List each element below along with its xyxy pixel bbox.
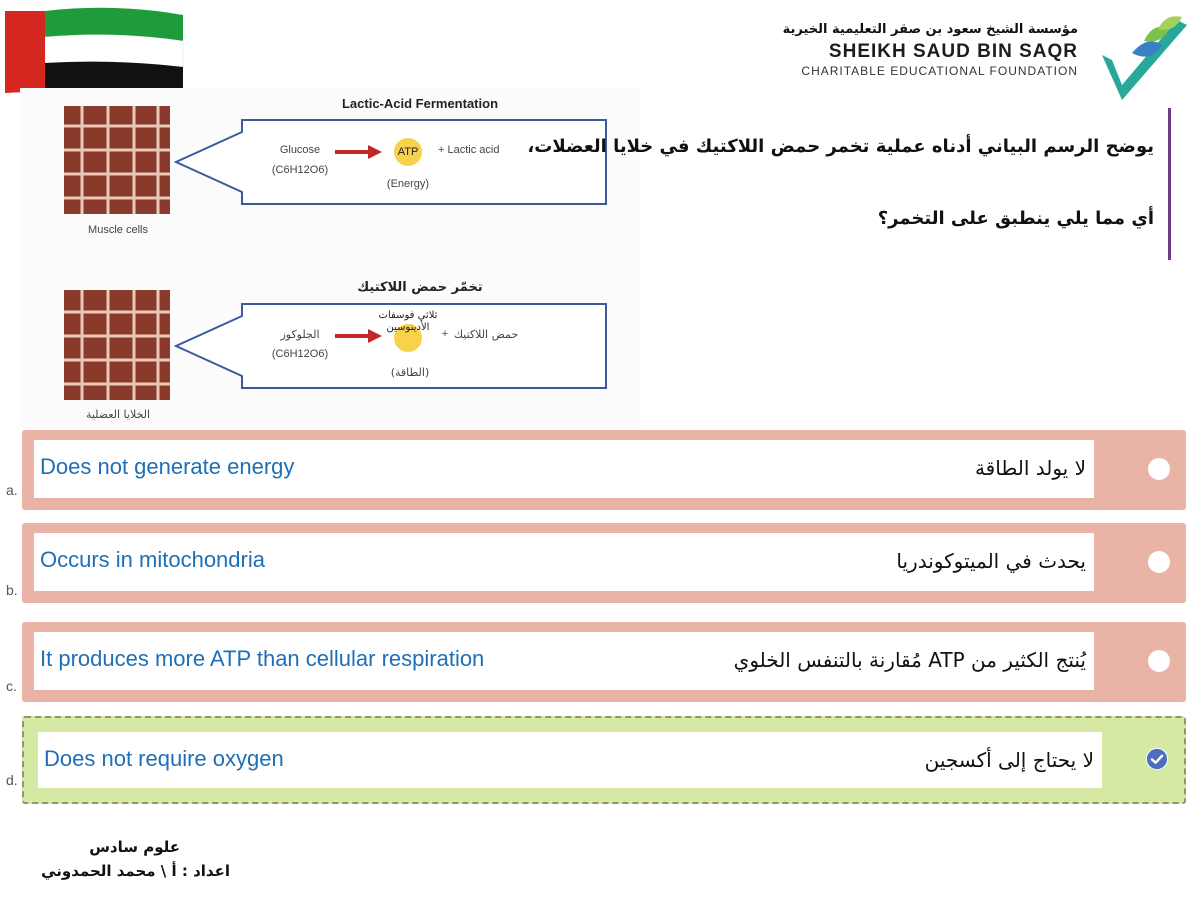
energy-label-english: (Energy)	[386, 178, 430, 190]
atp-label-english: ATP	[397, 146, 419, 158]
foundation-name	[760, 22, 1078, 78]
foundation-logo-icon	[1092, 5, 1195, 103]
foundation-subtitle-english: CHARITABLE EDUCATIONAL FOUNDATION	[801, 64, 1078, 78]
question-line-1: يوضح الرسم البياني أدناه عملية تخمر حمض اللاكتيك في خلايا العضلات،	[527, 136, 1154, 157]
answer-option-a-arabic: لا يولد الطاقة	[974, 456, 1086, 480]
lactic-acid-label-english: + Lactic acid	[438, 144, 500, 156]
question-line-2: أي مما يلي ينطبق على التخمر؟	[877, 208, 1154, 229]
foundation-name-english: SHEIKH SAUD BIN SAQR	[828, 41, 1078, 62]
foundation-name-arabic: مؤسسة الشيخ سعود بن صقر التعليمية الخيرية	[782, 22, 1078, 37]
answer-option-c[interactable]	[22, 622, 1186, 702]
answer-option-a-text-box	[34, 440, 1094, 498]
callout-box-english	[170, 118, 610, 208]
glucose-formula-arabic: (C6H12O6)	[271, 348, 329, 360]
radio-button-a[interactable]	[1148, 458, 1170, 480]
answer-option-d-arabic: لا يحتاج إلى أكسجين	[924, 748, 1094, 772]
diagram-title-arabic: تخمّر حمض اللاكتيك	[357, 280, 483, 295]
answer-option-d-selected[interactable]	[22, 716, 1186, 804]
answer-option-d-english: Does not require oxygen	[44, 746, 284, 771]
option-letter-c: c.	[6, 678, 17, 694]
glucose-label-arabic: الجلوكوز	[280, 328, 320, 341]
footer-author: اعداد : أ \ محمد الحمدوني	[41, 862, 230, 880]
lactic-acid-label-arabic: حمض اللاكتيك	[454, 328, 519, 341]
option-letter-d: d.	[6, 772, 18, 788]
uae-flag-image	[5, 5, 185, 97]
answer-option-c-text-box	[34, 632, 1094, 690]
glucose-formula-english: (C6H12O6)	[271, 164, 329, 176]
muscle-cells-label-arabic: الخلايا العضلية	[85, 408, 151, 421]
plus-sign-arabic: +	[441, 328, 449, 340]
answer-option-b-english: Occurs in mitochondria	[40, 547, 265, 572]
energy-label-arabic: (الطاقة)	[390, 366, 430, 379]
answer-option-b[interactable]	[22, 523, 1186, 603]
option-letter-b: b.	[6, 582, 18, 598]
answer-option-c-english: It produces more ATP than cellular respiration	[40, 646, 485, 671]
answer-option-b-arabic: يحدث في الميتوكوندريا	[896, 549, 1086, 573]
footer-credit	[10, 838, 230, 880]
muscle-cells-label-english: Muscle cells	[88, 224, 148, 236]
radio-button-b[interactable]	[1148, 551, 1170, 573]
answer-option-a[interactable]	[22, 430, 1186, 510]
answer-option-b-text-box	[34, 533, 1094, 591]
answer-option-a-english: Does not generate energy	[40, 454, 295, 479]
question-text	[527, 108, 1171, 260]
selected-check-icon[interactable]	[1146, 748, 1168, 770]
glucose-label-english: Glucose	[279, 144, 321, 156]
option-letter-a: a.	[6, 482, 18, 498]
diagram-title-english: Lactic-Acid Fermentation	[341, 96, 499, 111]
radio-button-c[interactable]	[1148, 650, 1170, 672]
atp-label-arabic: ثلاثي فوسفات الأدينوسين	[378, 310, 438, 333]
muscle-cells-image-arabic	[64, 290, 170, 400]
answer-option-c-arabic: يُنتج الكثير من ATP مُقارنة بالتنفس الخلوي	[733, 648, 1086, 672]
muscle-cells-image	[64, 106, 170, 214]
footer-subject: علوم سادس	[89, 838, 180, 856]
answer-option-d-text-box	[38, 732, 1102, 788]
